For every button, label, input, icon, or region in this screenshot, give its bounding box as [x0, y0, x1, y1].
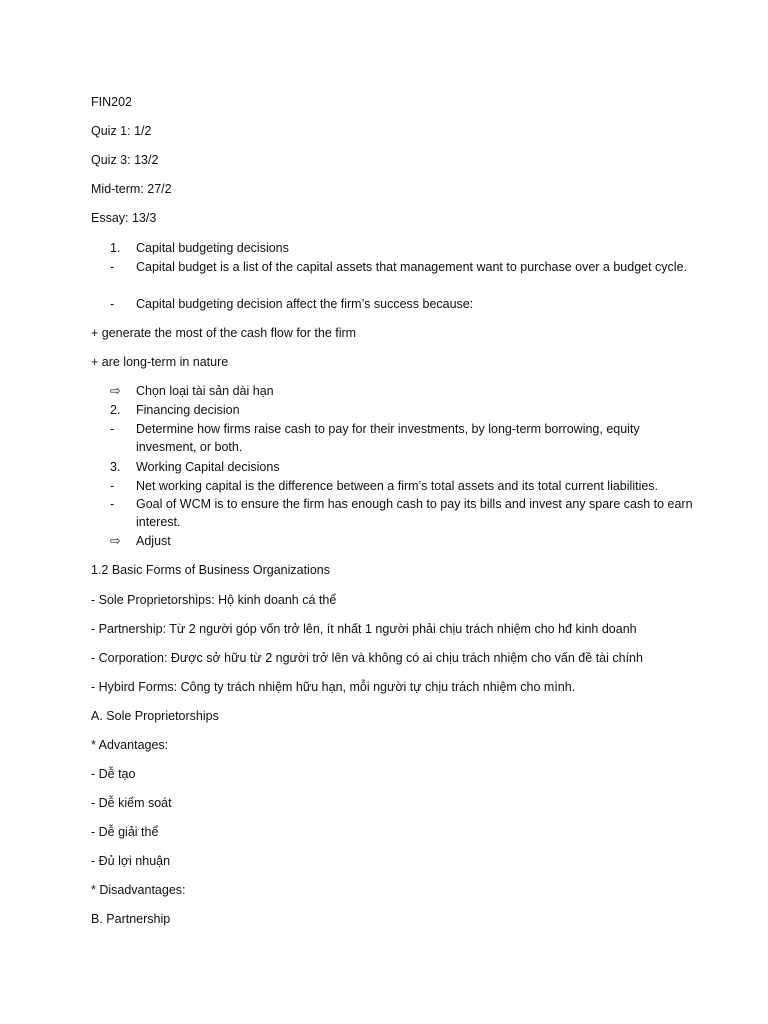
bullet-text: Net working capital is the difference between a firm’s total assets and its total current liabilities.	[136, 479, 659, 493]
plus-point-long-term: + are long-term in nature	[91, 355, 229, 369]
dash-marker: -	[110, 297, 115, 311]
plus-point-cash-flow: + generate the most of the cash flow for the firm	[91, 326, 357, 340]
advantage-item: - Dễ kiểm soát	[91, 796, 172, 810]
form-sole-proprietorship: - Sole Proprietorships: Hộ kinh doanh cá thể	[91, 593, 337, 607]
list-item-text: Financing decision	[136, 403, 240, 417]
subheading-sole-proprietorships: A. Sole Proprietorships	[91, 709, 219, 723]
form-hybrid: - Hybird Forms: Công ty trách nhiệm hữu hạn, mỗi người tự chịu trách nhiệm cho mình.	[91, 680, 576, 694]
bullet-text: Capital budgeting decision affect the firm’s success because:	[136, 297, 474, 311]
arrow-item-text: Adjust	[136, 534, 171, 548]
arrow-item-text: Chọn loại tài sản dài hạn	[136, 384, 274, 398]
section-heading: 1.2 Basic Forms of Business Organizations	[91, 563, 330, 577]
course-code: FIN202	[91, 95, 132, 109]
disadvantages-label: * Disadvantages:	[91, 883, 186, 897]
list-number: 2.	[110, 403, 121, 417]
schedule-quiz-1: Quiz 1: 1/2	[91, 124, 152, 138]
dash-marker: -	[110, 479, 115, 493]
arrow-right-icon: ⇨	[110, 384, 121, 398]
advantages-label: * Advantages:	[91, 738, 169, 752]
schedule-essay: Essay: 13/3	[91, 211, 157, 225]
list-item-text: Capital budgeting decisions	[136, 241, 289, 255]
bullet-text: Determine how firms raise cash to pay for their investments, by long-term borrowing, equity invesment, or both.	[136, 422, 640, 454]
dash-marker: -	[110, 260, 115, 274]
bullet-text: Goal of WCM is to ensure the firm has enough cash to pay its bills and invest any spare cash to earn interest.	[136, 497, 693, 529]
form-partnership: - Partnership: Từ 2 người góp vốn trở lên, ít nhất 1 người phải chịu trách nhiệm cho hđ kinh doanh	[91, 622, 637, 636]
dash-marker: -	[110, 422, 115, 436]
subheading-partnership: B. Partnership	[91, 912, 171, 926]
schedule-quiz-3: Quiz 3: 13/2	[91, 153, 159, 167]
list-number: 1.	[110, 241, 121, 255]
advantage-item: - Dễ tạo	[91, 767, 136, 781]
advantage-item: - Dễ giải thể	[91, 825, 159, 839]
form-corporation: - Corporation: Được sở hữu từ 2 người trở lên và không có ai chịu trách nhiệm cho vấn đề tài chính	[91, 651, 643, 665]
schedule-mid-term: Mid-term: 27/2	[91, 182, 172, 196]
list-number: 3.	[110, 460, 121, 474]
list-item-text: Working Capital decisions	[136, 460, 280, 474]
dash-marker: -	[110, 497, 115, 511]
arrow-right-icon: ⇨	[110, 534, 121, 548]
bullet-text: Capital budget is a list of the capital assets that management want to purchase over a budget cycle.	[136, 260, 688, 274]
advantage-item: - Đủ lợi nhuận	[91, 854, 171, 868]
